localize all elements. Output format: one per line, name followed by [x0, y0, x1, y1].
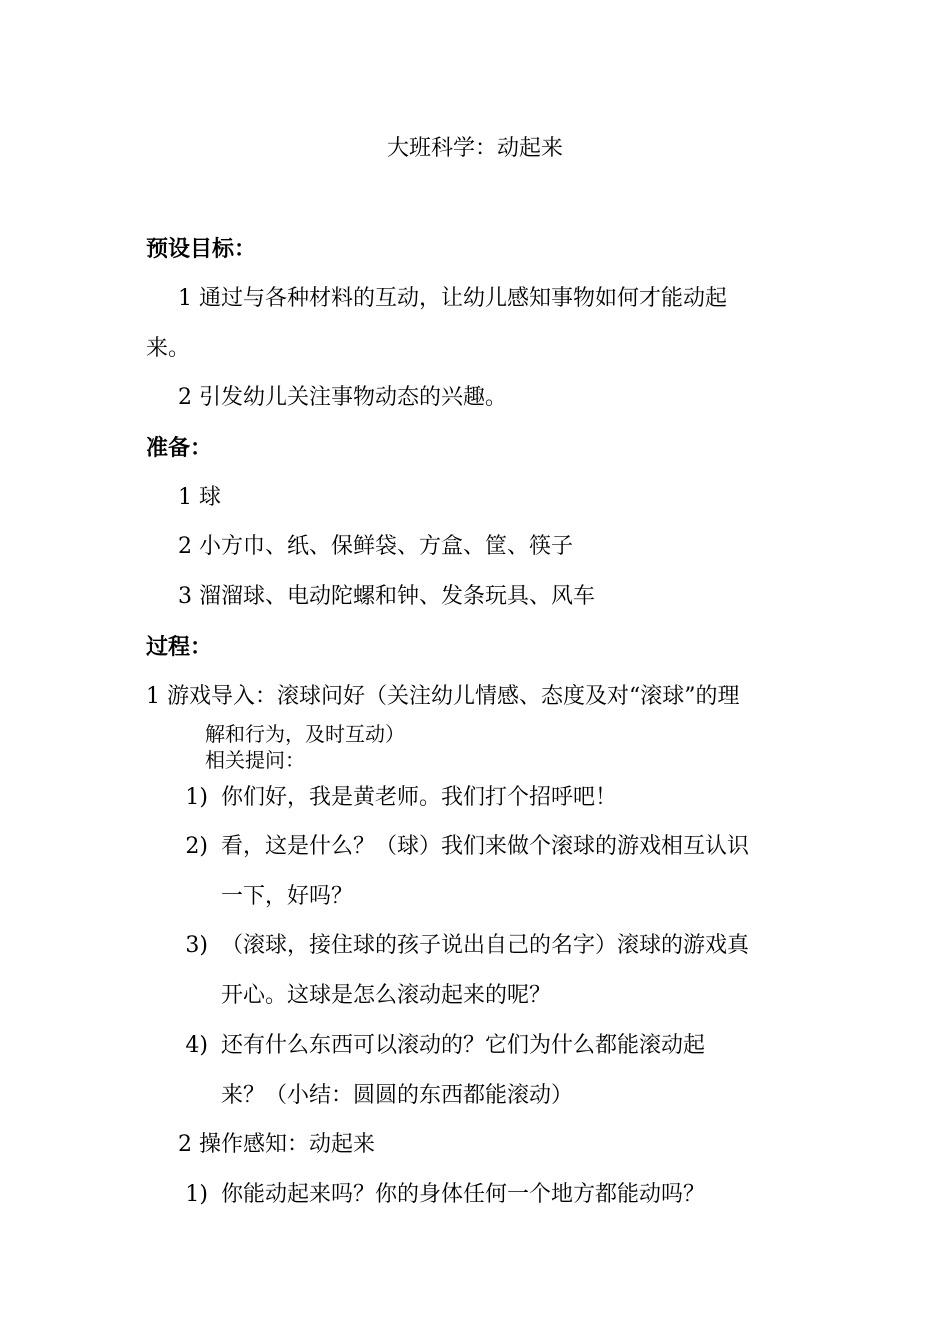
prep-item-1: 1 球	[178, 485, 221, 510]
question-number: 1)	[185, 785, 208, 810]
question-2-cont: 一下，好吗？	[221, 884, 354, 909]
question-number: 3)	[185, 933, 208, 958]
step-2-question-1: 你能动起来吗？你的身体任何一个地方都能动吗？	[221, 1182, 706, 1207]
prep-heading: 准备：	[146, 435, 213, 461]
question-3: （滚球，接住球的孩子说出自己的名字）滚球的游戏真	[221, 933, 750, 958]
question-4-cont: 来？（小结：圆圆的东西都能滚动）	[221, 1083, 574, 1108]
document-title: 大班科学：动起来	[386, 136, 563, 161]
prep-item-3: 3 溜溜球、电动陀螺和钟、发条玩具、风车	[178, 584, 595, 609]
question-number: 2)	[185, 834, 208, 859]
question-4: 还有什么东西可以滚动的？它们为什么都能滚动起	[221, 1033, 706, 1058]
question-1: 你们好，我是黄老师。我们打个招呼吧！	[221, 785, 618, 810]
goal-item-1-cont: 来。	[146, 336, 191, 361]
questions-label: 相关提问：	[205, 748, 305, 772]
goal-item-2: 2 引发幼儿关注事物动态的兴趣。	[178, 385, 507, 410]
question-number: 1)	[185, 1182, 208, 1207]
question-3-cont: 开心。这球是怎么滚动起来的呢？	[221, 983, 552, 1008]
prep-item-2: 2 小方巾、纸、保鲜袋、方盒、筐、筷子	[178, 534, 573, 559]
process-step-2: 2 操作感知：动起来	[178, 1132, 375, 1157]
question-2: 看，这是什么？（球）我们来做个滚球的游戏相互认识	[221, 834, 750, 859]
process-heading: 过程：	[146, 634, 213, 660]
question-number: 4)	[185, 1033, 208, 1058]
goal-item-1: 1 通过与各种材料的互动，让幼儿感知事物如何才能动起	[178, 286, 727, 311]
process-step-1-cont: 解和行为，及时互动）	[205, 722, 405, 746]
goals-heading: 预设目标：	[146, 236, 257, 262]
process-step-1: 1 游戏导入：滚球问好（关注幼儿情感、态度及对“滚球”的理	[146, 684, 740, 709]
